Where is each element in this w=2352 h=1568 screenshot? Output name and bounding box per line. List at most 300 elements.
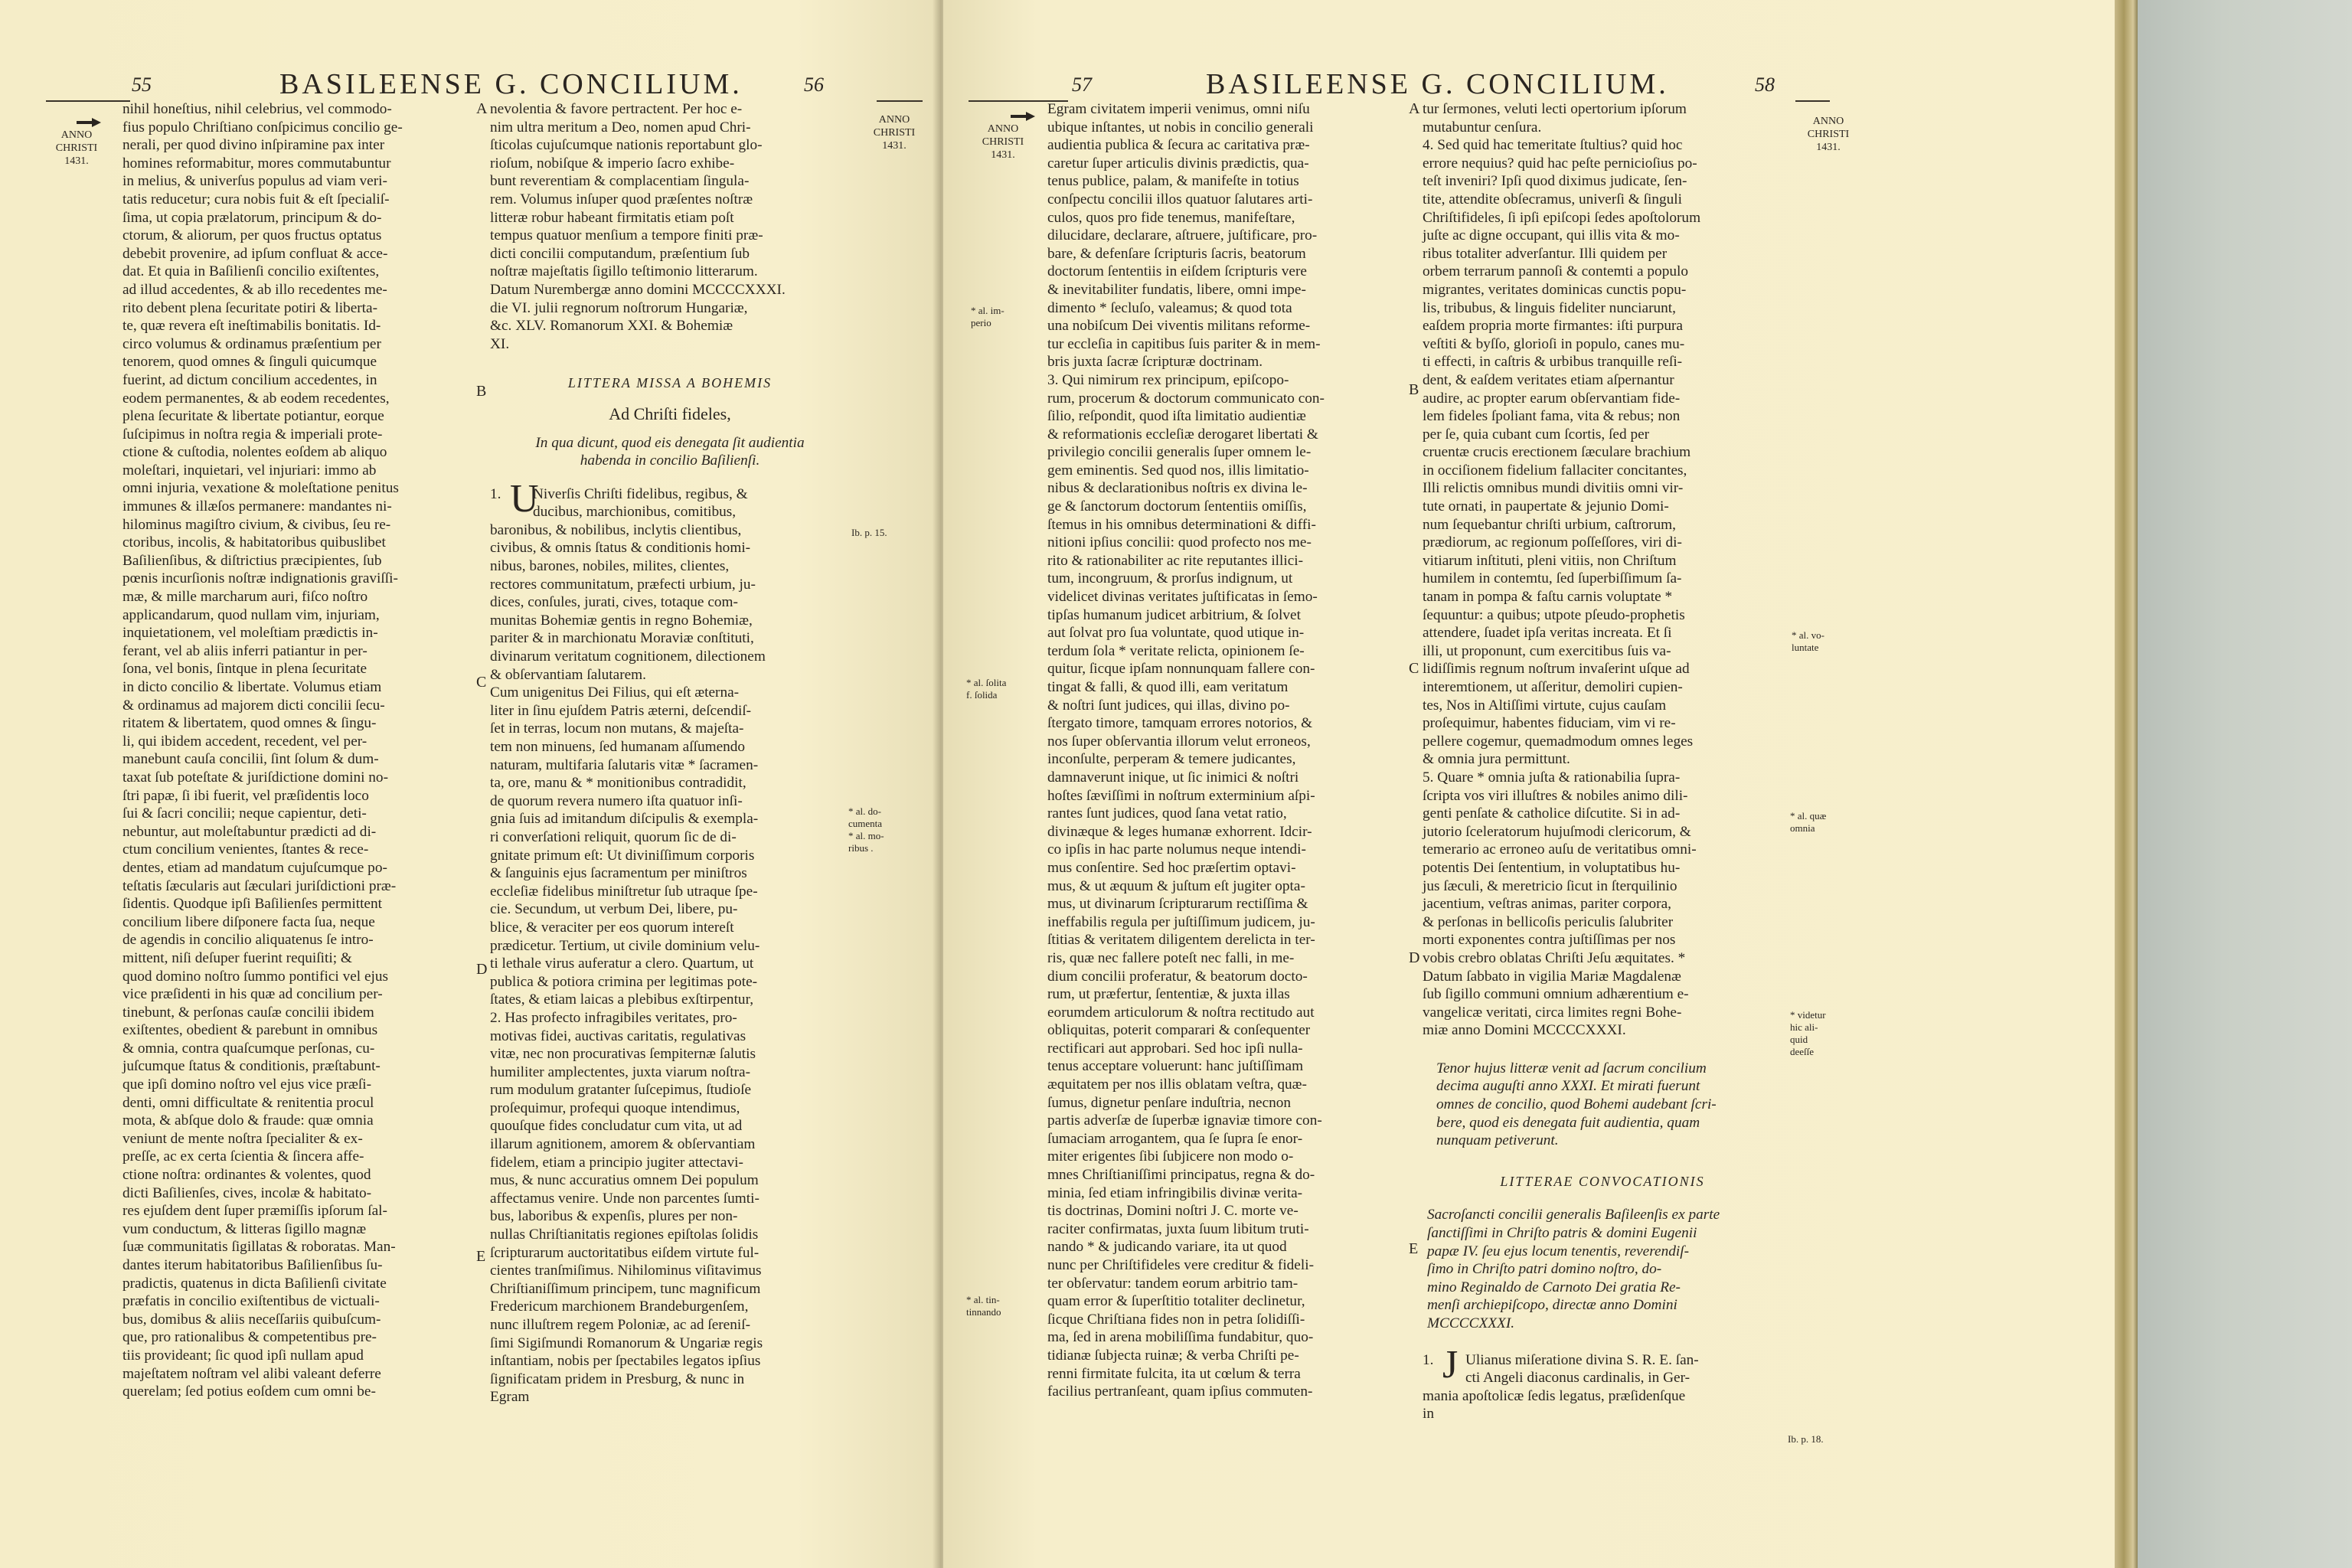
text-line: dices, conſules, jurati, cives, totaque com-: [490, 594, 738, 611]
text-line: que, pro rationalibus & competentibus pre-: [122, 1329, 377, 1346]
text-line: de quorum revera numero iſta quatuor inſi-: [490, 792, 743, 809]
text-line: ineffabilis regula per juſtiſſimum judicem, ju-: [1047, 913, 1315, 930]
text-line: dent, & eaſdem veritates etiam aſpernantur: [1423, 371, 1674, 388]
text-line: tur ſermones, veluti lecti opertorium ipſorum: [1423, 101, 1687, 117]
text-line: ſona, vel bonis, ſintque in plena ſecuritate: [122, 661, 368, 678]
text-line: Datum Nurembergæ anno domini MCCCCXXXI.: [490, 281, 786, 298]
text-line: tempus quatuor menſium a tempore finiti præ-: [490, 227, 763, 244]
text-line: ſimi Sigiſmundi Romanorum & Ungariæ regis: [490, 1334, 763, 1351]
text-line: manebunt cauſa concilii, ſint ſolum & dum-: [122, 751, 379, 768]
text-line: proſequimur, profequi quoque intendimus,: [490, 1099, 740, 1116]
text-line: &c. XLV. Romanorum XXI. & Bohemiæ: [490, 318, 733, 335]
text-line: ſicque Chriſtiana fides non in petra ſolidiſſi-: [1047, 1311, 1305, 1328]
text-line: Fredericum marchionem Brandeburgenſem,: [490, 1298, 749, 1315]
text-line: & omnia jura permittunt.: [1423, 751, 1570, 768]
margin-reference: Ib. p. 15.: [851, 527, 887, 538]
text-line: XI.: [490, 335, 510, 352]
text-line: prædiorum, ac regionum poſſeſſores, viri di-: [1423, 534, 1682, 551]
text-line: pœnis incurſionis noſtræ indignationis graviſſi-: [122, 570, 398, 587]
text-line: Illi relictis omnibus mundi divitiis omni vir-: [1423, 480, 1684, 497]
text-line: rectificari aut approbari. Sed hoc ipſi nulla-: [1047, 1040, 1303, 1057]
text-line: ducibus, marchionibus, comitibus,: [533, 504, 737, 521]
text-line: una nobiſcum Dei viventis militans reforme-: [1047, 318, 1311, 335]
text-line: publica & potiora crimina per legitimas pote-: [490, 973, 758, 990]
anno-margin-note: ANNO CHRISTI 1431.: [982, 123, 1024, 161]
text-line: nebuntur, aut moleſtabuntur prædicti ad di-: [122, 823, 377, 840]
text-line: tite, attendite obſecramus, univerſi & ſinguli: [1423, 191, 1682, 207]
text-line: ſtergato timore, tamquam errores notorios, &: [1047, 715, 1313, 732]
text-line: ubique inſtantes, ut nobis in concilio generali: [1047, 119, 1314, 136]
section-summary: habenda in concilio Baſilienſi.: [580, 452, 760, 469]
text-line: divinæque & leges humanæ exhorrent. Idcir-: [1047, 823, 1312, 840]
text-line: partis adverſæ de ſuperbæ ignaviæ timore con-: [1047, 1112, 1322, 1129]
text-line: omni injuria, vexatione & moleſtatione penitus: [122, 480, 399, 497]
text-line: 4. Sed quid hac temeritate ſtultius? quid hoc: [1423, 137, 1683, 154]
text-line: liter in ſinu ejuſdem Patris æterni, deſcendiſ-: [490, 702, 752, 719]
text-line: homines reformabitur, mores commutabuntur: [122, 155, 391, 172]
background-surface: [2138, 0, 2352, 1568]
paragraph-number: 1.: [490, 485, 501, 502]
text-line: ſet in terras, locum non mutans, & majeſta-: [490, 720, 744, 737]
text-line: fius populo Chriſtiano conſpicimus concilio ge-: [122, 119, 403, 136]
text-line: nos ſuper obſervantia illorum velut erroneos,: [1047, 733, 1311, 750]
text-line: ſuſcipimus in noſtra regia & imperiali prote-: [122, 426, 383, 443]
text-line: rum, ut præfertur, ſententiæ, & juxta illas: [1047, 986, 1290, 1003]
text-line: veſtiti & byſſo, glorioſi in populo, canes mu-: [1423, 335, 1685, 352]
text-line: papæ IV. ſeu ejus locum tenentis, reverendiſ-: [1427, 1243, 1689, 1259]
text-line: raciter confirmatas, juxta ſuum libitum truti-: [1047, 1220, 1309, 1237]
section-letter: E: [476, 1248, 486, 1265]
text-line: dium concilii proferatur, & beatorum docto-: [1047, 968, 1308, 985]
text-line: ſumus, dignetur penſare induſtria, necnon: [1047, 1094, 1292, 1111]
text-line: ſcripta vos viri illuſtres & nobiles animo dili-: [1423, 787, 1688, 804]
text-line: quam error & ſuperſtitio totaliter declinetur,: [1047, 1293, 1305, 1310]
text-line: proſequimur, habentes fiduciam, vim vi re-: [1423, 715, 1676, 732]
text-line: dilucidare, declarare, aſtruere, juſtificare, pro-: [1047, 227, 1318, 244]
text-line: nibus & declarationibus noſtris ex divina le-: [1047, 480, 1308, 497]
text-line: rioſum, nobiſque & imperio ſacro exhibe-: [490, 155, 735, 172]
text-line: taxat ſub poteſtate & juriſdictione domini no-: [122, 769, 388, 786]
text-line: 3. Qui nimirum rex principum, epiſcopo-: [1047, 371, 1289, 388]
text-line: ctione & cuſtodia, nolentes eoſdem ab aliquo: [122, 444, 387, 461]
text-line: conſpectu concilii illos quatuor ſalutares arti-: [1047, 191, 1313, 207]
text-line: bris juxta ſacræ ſcripturæ doctrinam.: [1047, 354, 1263, 371]
text-line: lem fideles ſpoliant fama, vita & rebus; non: [1423, 408, 1681, 425]
text-line: ctorum, & aliorum, per quos fructus optatus: [122, 227, 382, 244]
margin-variant-note: * al. im- perio: [971, 305, 1004, 328]
text-line: quitur, ſicque ipſam nonnunquam fallere con-: [1047, 661, 1315, 678]
text-line: in occiſionem fidelium fallaciter concitantes,: [1423, 462, 1687, 479]
text-line: circo volumus & ordinamus præſentium per: [122, 335, 381, 352]
text-line: nibus, barones, nobiles, milites, clientes,: [490, 558, 730, 575]
text-line: pariter & in marchionatu Moraviæ conſtituti,: [490, 630, 754, 647]
text-line: teſt inveniri? Ipſi quod diximus judicate, ſen-: [1423, 173, 1687, 190]
text-line: ſcripturarum auctoritatibus eiſdem virtute ful-: [490, 1244, 760, 1261]
page-number: 57: [1072, 74, 1092, 96]
text-line: teſtatis ſæcularis aut ſæculari juriſdictioni præ-: [122, 877, 397, 894]
text-line: nevolentia & favore pertractent. Per hoc e-: [490, 101, 743, 117]
pointing-hand-icon: [75, 113, 104, 132]
text-line: bare, & defenſare ſcripturis ſacris, beatorum: [1047, 245, 1306, 262]
text-line: illarum agnitionem, amorem & obſervantiam: [490, 1136, 756, 1153]
text-line: potentis Dei ſententium, in voluptatibus hu-: [1423, 859, 1681, 876]
text-line: majeſtatem noſtram vel alibi valeant deferre: [122, 1365, 381, 1382]
section-letter: C: [476, 674, 487, 691]
text-line: errore nequius? quid hac peſte pernicioſius po-: [1423, 155, 1697, 172]
text-line: vobis crebro oblatas Chriſti Jeſu æquitates. *: [1423, 949, 1686, 966]
margin-variant-note: * videtur hic ali- quid deeſſe: [1790, 1009, 1826, 1057]
text-line: ſtates, & etiam laicas a plebibus exſtirpentur,: [490, 991, 754, 1008]
text-line: ad illud accedentes, & ab illo recedentes me-: [122, 281, 387, 298]
section-letter: E: [1409, 1240, 1419, 1257]
text-line: obliquitas, poterit comparari & conſequenter: [1047, 1022, 1311, 1039]
text-line: dat. Et quia in Baſilienſi concilio exiſtentes,: [122, 263, 380, 280]
text-line: Niverſis Chriſti fidelibus, regibus, &: [533, 485, 748, 502]
text-line: ge & ſanctorum doctorum ſententiis omiſſis,: [1047, 498, 1307, 515]
text-line: vangelicæ veritati, circa limites regni Bohe-: [1423, 1004, 1682, 1021]
text-line: menſi archiepiſcopo, directæ anno Domini: [1427, 1297, 1677, 1314]
text-line: dicti Baſilienſes, cives, incolæ & habitato-: [122, 1184, 372, 1201]
text-line: ta, ore, manu & * monitionibus contradidit,: [490, 775, 746, 792]
text-line: bus, domibus & aliis neceſſariis quibuſcum-: [122, 1311, 381, 1328]
text-line: bunt reverentiam & complacentiam ſingula-: [490, 173, 750, 190]
text-line: omnes de concilio, quod Bohemi audebant ſcri-: [1436, 1096, 1717, 1113]
text-line: cruentæ crucis erectionem ſæculare brachium: [1423, 444, 1691, 461]
text-line: Egram civitatem imperii venimus, omni niſu: [1047, 101, 1310, 117]
text-line: Egram: [490, 1389, 530, 1406]
text-column-right-2: [1423, 100, 1782, 1423]
paragraph-number: 1.: [1423, 1351, 1434, 1368]
section-letter: A: [476, 100, 488, 117]
text-line: præfatis in concilio exiſtentibus de victuali-: [122, 1293, 380, 1310]
text-line: audientia publica & ſecura ac caritativa præ-: [1047, 137, 1310, 154]
text-line: Ulianus miſeratione divina S. R. E. ſan-: [1465, 1351, 1699, 1368]
text-line: lis, tribubus, & linguis fideliter nunciarunt,: [1423, 299, 1676, 316]
text-line: Chriſtifideles, ſi ipſi epiſcopi ſedes apoſtolorum: [1423, 209, 1701, 226]
text-line: li, qui ibidem accedent, recedent, vel per-: [122, 733, 368, 750]
text-column-right-1: [1047, 100, 1407, 1401]
text-line: baronibus, & nobilibus, inclytis clientibus,: [490, 521, 742, 538]
text-line: ri converſationi reliquit, quorum ſic de di-: [490, 828, 737, 845]
text-line: munitas Bohemiæ gentis in regno Bohemiæ,: [490, 612, 753, 629]
text-line: mus, & nunc accuratius omnem Dei populum: [490, 1172, 759, 1189]
text-line: gnia ſuis ad imitandum diſcipulis & exempla-: [490, 811, 759, 828]
text-line: querelam; ſed potius eoſdem cum omni be-: [122, 1383, 376, 1400]
text-line: æquitatem per nos illis oblatam veſtra, quæ-: [1047, 1076, 1307, 1093]
margin-reference: Ib. p. 18.: [1788, 1433, 1824, 1445]
text-line: vitæ, nec non procurativas ſempiternæ ſalutis: [490, 1046, 756, 1063]
text-line: de agendis in concilio aliquatenus ſe intro-: [122, 932, 374, 949]
text-line: tenus publice, palam, & manifeſte in totius: [1047, 173, 1299, 190]
text-line: ſilio, reſpondit, quod iſta limitatio audientiæ: [1047, 408, 1306, 425]
header-rule: [46, 100, 130, 102]
page-number: 56: [804, 74, 824, 96]
anno-margin-note: ANNO CHRISTI 1431.: [55, 129, 98, 167]
text-line: tes, Nos in Altiſſimi virtute, cujus cauſam: [1423, 697, 1667, 714]
text-line: per ſe, quia cubant cum ſcortis, ſed per: [1423, 426, 1650, 443]
text-line: ſima, ut copia prælatorum, principum & do-: [122, 209, 382, 226]
text-line: minia, ſed etiam infringibilis divinæ verita-: [1047, 1184, 1303, 1201]
text-line: ti effecti, in caſtris & urbibus tranquille reſi-: [1423, 354, 1683, 371]
text-line: tum, incongruum, & prorſus indignum, ut: [1047, 570, 1293, 587]
text-line: Baſilienſibus, & diſtrictius præcipientes, ſub: [122, 552, 382, 569]
text-line: ctione noſtra: ordinantes & volentes, quod: [122, 1167, 371, 1184]
text-line: morti exponentes contra juſtiſſimas per nos: [1423, 932, 1676, 949]
text-line: eaſdem propria morte firmantes: iſti purpura: [1423, 318, 1683, 335]
text-line: blice, & veraciter per eos quorum intereſt: [490, 919, 734, 936]
text-line: damnaverunt inique, ut ſic inimici & noſtri: [1047, 769, 1299, 786]
text-line: tenorem, quod omnes & ſinguli quicumque: [122, 354, 377, 371]
text-line: migrantes, veritates dominicas cunctis popu-: [1423, 281, 1687, 298]
text-line: ſidentis. Quodque ipſi Baſilienſes permittent: [122, 896, 382, 913]
text-line: Cum unigenitus Dei Filius, qui eſt æterna-: [490, 684, 740, 701]
text-column-left-1: [122, 100, 475, 1401]
text-line: genti penſate & catholice diſcutite. Si in ad-: [1423, 805, 1681, 822]
text-line: dicti concilii computandum, præſentium ſub: [490, 245, 750, 262]
margin-variant-note: * al. do- cumenta * al. mo- ribus .: [848, 805, 884, 854]
text-line: vum conductum, & litteras ſigillo magnæ: [122, 1220, 367, 1237]
margin-variant-note: * al. vo- luntate: [1792, 629, 1824, 653]
section-summary: In qua dicunt, quod eis denegata ſit audientia: [535, 434, 805, 451]
section-letter: D: [1409, 949, 1420, 966]
text-line: mus, ut divinarum ſcripturarum rectiſſima &: [1047, 896, 1308, 913]
text-line: rem. Volumus inſuper quod præſentes noſtræ: [490, 191, 753, 207]
section-heading: LITTERAE CONVOCATIONIS: [1500, 1173, 1705, 1189]
anno-margin-note: ANNO CHRISTI 1431.: [1807, 116, 1850, 153]
text-line: & ordinamus ad majorem dicti concilii ſecu-: [122, 697, 385, 714]
text-line: ſignificatam pridem in Presburg, & nunc in: [490, 1370, 745, 1387]
text-line: in: [1423, 1406, 1434, 1423]
text-line: juſcumque ſtatus & conditionis, præſtabunt-: [122, 1058, 381, 1075]
text-line: ſanctiſſimi in Chriſto patris & domini Eugenii: [1427, 1225, 1697, 1242]
text-line: inconſulte, perperam & temere judicantes,: [1047, 751, 1296, 768]
text-line: mus conſentire. Sed hoc præſertim optavi-: [1047, 859, 1296, 876]
text-line: ſui & ſacri concilii; neque capientur, deti-: [122, 805, 367, 822]
page-number: 55: [132, 74, 152, 96]
text-line: tiis provideant; ſic quod ipſi nullam apud: [122, 1347, 364, 1364]
text-line: jacentium, veſtras animas, pariter corpora,: [1423, 896, 1671, 913]
section-heading: LITTERA MISSA A BOHEMIS: [567, 375, 773, 391]
text-line: ſequuntur: a quibus; utpote pſeudo-prophetis: [1423, 606, 1685, 623]
text-line: quod domino noſtro ſummo pontifici vel ejus: [122, 968, 389, 985]
text-line: moleſtari, inquietari, vel injuriari: immo ab: [122, 462, 377, 479]
section-letter: B: [476, 383, 487, 400]
running-title: BASILEENSE G. CONCILIUM.: [1206, 68, 1669, 100]
text-line: culos, quos pro fide tenemus, manifeſtare,: [1047, 209, 1295, 226]
text-line: 2. Has profecto infragibiles veritates, pro-: [490, 1009, 737, 1026]
section-letter: D: [476, 961, 488, 978]
text-line: attendere, ſuadet ipſa veritas increata. Et ſi: [1423, 625, 1672, 642]
text-line: tur eccleſia in capitibus ſuis pariter & in mem-: [1047, 335, 1321, 352]
text-line: nando * & judicando variare, ita ut quod: [1047, 1239, 1287, 1256]
text-line: preſſe, ac ex certa ſcientia & ſincera affe-: [122, 1148, 364, 1165]
text-line: in melius, & univerſus populus ad viam veri-: [122, 173, 387, 190]
text-line: ſticolas cujuſcumque nationis reportabunt glo-: [490, 137, 763, 154]
text-line: mania apoſtolicæ ſedis legatus, præſidenſque: [1423, 1387, 1686, 1404]
text-line: ris, quæ nec fallere poteſt nec falli, in me-: [1047, 949, 1295, 966]
pointing-hand-icon: [1009, 107, 1038, 126]
text-line: inquietationem, vel moleſtiam prædictis in-: [122, 625, 378, 642]
text-line: renni firmitate fulcita, ita ut cœlum & terra: [1047, 1365, 1301, 1382]
text-line: gem eminentis. Sed quod nos, illis limitatio-: [1047, 462, 1309, 479]
text-line: cie. Secundum, ut verbum Dei, libere, pu-: [490, 901, 738, 918]
text-line: aut ſolvat pro ſua voluntate, quod utique in-: [1047, 625, 1305, 642]
text-line: que ipſi domino noſtro vel ejus vice præſi-: [122, 1076, 372, 1093]
text-line: humilem in contemtu, ſed ſuperbiſſimum ſa-: [1423, 570, 1682, 587]
running-title: BASILEENSE G. CONCILIUM.: [279, 68, 743, 100]
text-line: tingat & falli, & quod illi, eam veritatum: [1047, 679, 1289, 695]
text-line: exiſtentes, obedient & parebunt in omnibus: [122, 1022, 378, 1039]
text-line: dimento * ſecluſo, valeamus; & quod tota: [1047, 299, 1292, 316]
text-line: motivas fidei, auctivas caritatis, regulativas: [490, 1027, 746, 1044]
text-line: ſtitias & veritatem diligentem derelicta in ter-: [1047, 932, 1315, 949]
text-line: mutabuntur cenſura.: [1423, 119, 1542, 136]
section-letter: C: [1409, 660, 1419, 677]
section-letter: B: [1409, 381, 1419, 398]
text-line: nunc illuſtrem regem Poloniæ, ac ad ſereniſ-: [490, 1317, 751, 1333]
anno-margin-note: ANNO CHRISTI 1431.: [873, 114, 916, 152]
text-line: videlicet divinas veritates juſtificatas in ſemo-: [1047, 589, 1318, 606]
text-line: pellere cogemur, quemadmodum omnes leges: [1423, 733, 1694, 750]
text-line: hilominus magiſtro civium, & civibus, ſeu re-: [122, 516, 391, 533]
text-line: nerali, per quod divino inſpiramine pax inter: [122, 137, 385, 154]
text-line: facilius pertranſeant, quam ipſius commuten-: [1047, 1383, 1313, 1400]
book-page-edges: [2115, 0, 2138, 1568]
section-subheading: Ad Chriſti fideles,: [609, 403, 731, 423]
text-line: mus, & ut æquum & juſtum eſt jugiter opta-: [1047, 877, 1305, 894]
text-line: concilium libere diſponere facta ſua, neque: [122, 913, 375, 930]
text-line: jutorio ſceleratorum hujuſmodi clericorum, &: [1423, 823, 1691, 840]
text-line: & perſonas in bellicoſis periculis ſalubriter: [1423, 913, 1674, 930]
margin-variant-note: * al. ſolita f. ſolida: [966, 677, 1007, 701]
text-line: tem non minuens, ſed humanam aſſumendo: [490, 739, 746, 755]
text-line: prædicetur. Tertium, ut civile dominium velu-: [490, 937, 760, 954]
text-line: immunes & illæſos permanere: mandantes ni-: [122, 498, 392, 515]
text-line: plena ſecuritate & libertate potiantur, eorque: [122, 408, 384, 425]
text-line: mnes Chriſtianiſſimi principatus, regna & do-: [1047, 1167, 1315, 1184]
text-line: ſumaciam arrogantem, qua ſe ſupra ſe enor-: [1047, 1130, 1303, 1147]
text-line: ſtemus in his omnibus determinationi & diffi-: [1047, 516, 1316, 533]
text-line: doctorum ſententiis in eiſdem ſcripturis vere: [1047, 263, 1307, 280]
text-line: gnitate primum eſt: Ut diviniſſimum corporis: [490, 847, 755, 864]
text-line: nullas Chriſtianitatis regiones epiſtolas ſolidis: [490, 1227, 759, 1243]
text-line: nihil honeſtius, nihil celebrius, vel commodo-: [122, 101, 392, 117]
margin-variant-note: * al. quæ omnia: [1790, 810, 1827, 834]
text-line: rito & rationabiliter ac rite reputantes illici-: [1047, 552, 1304, 569]
text-line: eorumdem articulorum & noſtra rectitudo aut: [1047, 1004, 1315, 1021]
text-line: nitioni ipſius concilii: quod profecto nos me-: [1047, 534, 1312, 551]
text-line: co ipſis in hac parte nolumus neque intendi-: [1047, 841, 1306, 858]
text-line: Tenor hujus litteræ venit ad ſacrum concilium: [1436, 1060, 1707, 1076]
text-line: & ſanguinis ejus ſacramentum per miniſtros: [490, 865, 747, 882]
text-line: tatis reducetur; cura nobis fuit & eſt ſpecialiſ-: [122, 191, 390, 207]
text-line: debebit provenire, ad ipſum confluat & acce-: [122, 245, 388, 262]
text-line: in dicto concilio & libertate. Volumus etiam: [122, 679, 382, 695]
text-line: ribus totaliter adverſantur. Illi quidem per: [1423, 245, 1668, 262]
text-line: mota, & abſque dolo & fraude: quæ omnia: [122, 1112, 374, 1129]
text-line: MCCCCXXXI.: [1427, 1315, 1515, 1331]
text-line: res ejuſdem dent ſuper præmiſſis ipſorum ſal-: [122, 1203, 387, 1220]
text-line: privilegio concilii generalis ſuper omnem le-: [1047, 444, 1312, 461]
margin-variant-note: * al. tin- tinnando: [966, 1294, 1001, 1318]
text-line: illi, ut proponunt, cum exercitibus ſuis va-: [1423, 642, 1671, 659]
text-line: ctum concilium venientes, ſtantes & rece-: [122, 841, 369, 858]
text-line: bus, laboribus & expenſis, plures per non-: [490, 1208, 738, 1225]
text-line: tis doctrinas, Domini noſtri J. C. morte ve-: [1047, 1203, 1298, 1220]
text-line: tinebunt, & perſonas cauſæ concilii ibidem: [122, 1004, 374, 1021]
text-line: humiliter amplectentes, juxta viarum noſtra-: [490, 1063, 750, 1080]
text-line: ſimo in Chriſto patri domino noſtro, do-: [1427, 1261, 1662, 1278]
text-line: veniunt de mente noſtra ſpecialiter & ex-: [122, 1130, 363, 1147]
text-line: naturam, multifaria ſalutaris vitæ * ſacramen-: [490, 756, 759, 773]
text-line: ritatem & libertatem, quod omnes & ſingu-: [122, 715, 377, 732]
text-line: quouſque fides concludatur cum vita, ut ad: [490, 1118, 743, 1135]
text-line: & reformationis eccleſiæ derogaret libertati &: [1047, 426, 1318, 443]
text-line: cti Angeli diaconus cardinalis, in Ger-: [1465, 1370, 1690, 1387]
text-line: te, quæ revera eſt ineſtimabilis bonitatis. Id-: [122, 318, 381, 335]
text-line: tenus acceptare voluerunt: hanc juſtiſſimam: [1047, 1058, 1304, 1075]
text-line: & obſervantiam ſalutarem.: [490, 666, 646, 683]
text-line: vice præſidenti in his quæ ad concilium per-: [122, 986, 383, 1003]
text-line: ſuæ communitatis ſigillatas & roboratas. Man-: [122, 1239, 396, 1256]
text-line: rectores communitatum, præfecti urbium, ju-: [490, 576, 756, 593]
text-line: rum, procerum & doctorum communicato con-: [1047, 390, 1325, 407]
text-line: ti lethale virus auferatur a clero. Quartum, ut: [490, 956, 754, 972]
text-line: die VI. julii regnorum noſtrorum Hungariæ,: [490, 299, 748, 316]
text-line: nunc per Chriſtifideles vere creditur & fideli-: [1047, 1257, 1315, 1273]
text-line: juſte ac digne occupant, qui illis vita & mo-: [1423, 227, 1680, 244]
text-line: temerario ac erroneo auſu de veritatibus omni-: [1423, 841, 1697, 858]
text-line: terdum ſola * veritate relicta, opinionem ſe-: [1047, 642, 1305, 659]
text-line: fidelem, etiam a principio jugiter attectavi-: [490, 1154, 743, 1171]
text-line: decima auguſti anno XXXI. Et mirati fuerunt: [1436, 1078, 1700, 1095]
text-line: nunquam petiverunt.: [1436, 1132, 1559, 1149]
text-line: 5. Quare * omnia juſta & rationabilia ſupra-: [1423, 769, 1681, 786]
text-line: cientes tranſmiſimus. Nihilominus viſitavimus: [490, 1263, 762, 1279]
text-line: eodem permanentes, & ab eodem recedentes,: [122, 390, 390, 407]
text-line: tute ornati, in paupertate & jejunio Domi-: [1423, 498, 1669, 515]
text-line: & omnia, contra quaſcumque perſonas, cu-: [122, 1040, 375, 1057]
text-line: noſtræ majeſtatis ſigillo teſtimonio litterarum.: [490, 263, 758, 280]
text-line: ferant, vel ab aliis inferri patiantur in per-: [122, 642, 368, 659]
text-line: miter erigentes ſibi ſubjicere non modo o-: [1047, 1148, 1294, 1165]
text-line: & noſtri ſunt judices, qui illas, divino po-: [1047, 697, 1290, 714]
text-line: rantes ſunt judices, quod ſana vetat ratio,: [1047, 805, 1287, 822]
page-number: 58: [1755, 74, 1775, 96]
text-line: num ſequebantur chriſti urbium, caſtrorum,: [1423, 516, 1676, 533]
text-line: litteræ robur habeant firmitatis etiam poſt: [490, 209, 734, 226]
text-line: lidiſſimis regnum noſtrum invaſerint uſque ad: [1423, 661, 1690, 678]
text-line: jus ſæculi, & meretricio ſicut in ſterquilinio: [1423, 877, 1677, 894]
text-line: mæ, & mille marcharum auri, fiſco noſtro: [122, 589, 368, 606]
drop-cap: J: [1442, 1342, 1459, 1387]
text-line: Datum ſabbato in vigilia Mariæ Magdalenæ: [1423, 968, 1681, 985]
text-line: tanam in pompa & faſtu carnis voluptate *: [1423, 589, 1673, 606]
text-line: pradictis, quatenus in dicta Baſilienſi civitate: [122, 1275, 387, 1292]
text-line: nim ultra meritum a Deo, nomen apud Chri-: [490, 119, 751, 136]
text-line: divinarum veritatum cognitionem, dilectionem: [490, 648, 766, 665]
text-line: mittent, niſi deſuper fuerint requiſiti; &: [122, 949, 352, 966]
text-line: Sacroſancti concilii generalis Baſileenſis ex parte: [1427, 1207, 1720, 1223]
text-line: dentes, etiam ad mandatum cujuſcumque po-: [122, 859, 387, 876]
text-line: Chriſtianiſſimum principem, tunc magnificum: [490, 1280, 761, 1297]
text-line: interemtionem, ut aſſeritur, demoliri cupien-: [1423, 679, 1683, 695]
text-line: tipſas humanum judicet arbitrium, & ſolvet: [1047, 606, 1301, 623]
text-line: affectamus venire. Unde non parcentes ſumti-: [490, 1190, 760, 1207]
text-line: fuerint, ad dictum concilium accedentes, in: [122, 371, 377, 388]
text-line: bere, quod eis denegata fuit audientia, quam: [1436, 1114, 1700, 1131]
text-column-left-2: [490, 100, 850, 1406]
